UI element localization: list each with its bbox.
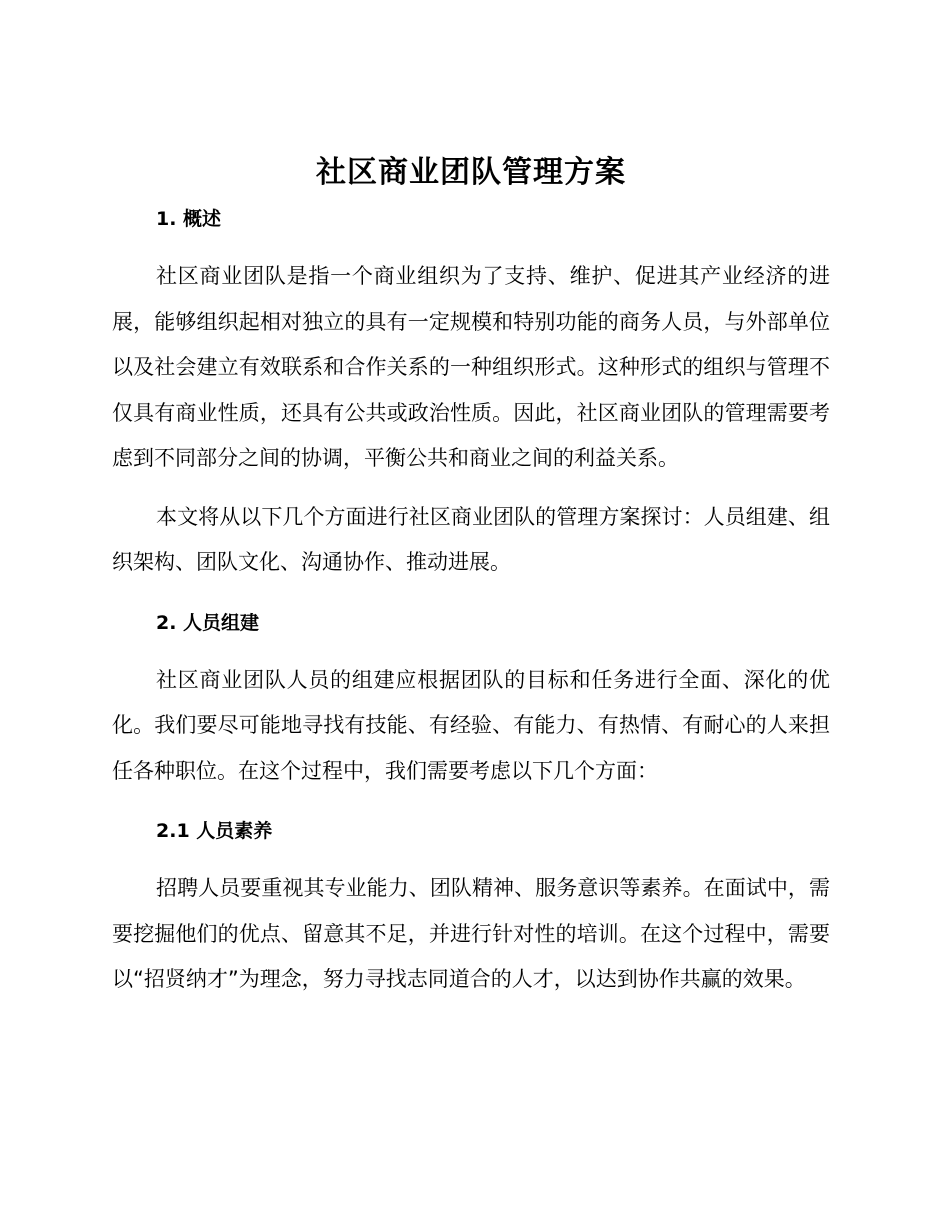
section-heading-staff-quality: 2.1 人员素养	[156, 820, 273, 842]
paragraph-staff-quality-1: 招聘人员要重视其专业能力、团队精神、服务意识等素养。在面试中，需要挖掘他们的优点、留意其不足，并进行针对性的培训。在这个过程中，需要以“招贤纳才”为理念，努力寻找志同道合的人才，以达到协作共赢的效果。	[112, 876, 830, 991]
document-title: 社区商业团队管理方案	[316, 155, 626, 190]
paragraph-overview-2: 本文将从以下几个方面进行社区商业团队的管理方案探讨：人员组建、组织架构、团队文化、沟通协作、推动进展。	[112, 504, 830, 574]
document-page	[112, 150, 830, 1003]
section-heading-overview: 1. 概述	[156, 208, 222, 230]
paragraph-staffing-1: 社区商业团队人员的组建应根据团队的目标和任务进行全面、深化的优化。我们要尽可能地寻找有技能、有经验、有能力、有热情、有耐心的人来担任各种职位。在这个过程中，我们需要考虑以下几个方面：	[112, 667, 830, 783]
section-heading-staffing: 2. 人员组建	[156, 611, 260, 634]
paragraph-overview-1: 社区商业团队是指一个商业组织为了支持、维护、促进其产业经济的进展，能够组织起相对独立的具有一定规模和特别功能的商务人员，与外部单位以及社会建立有效联系和合作关系的一种组织形式。这种形式的组织与管理不仅具有商业性质，还具有公共或政治性质。因此，社区商业团队的管理需要考虑到不同部分之间的协调，平衡公共和商业之间的利益关系。	[112, 264, 830, 470]
